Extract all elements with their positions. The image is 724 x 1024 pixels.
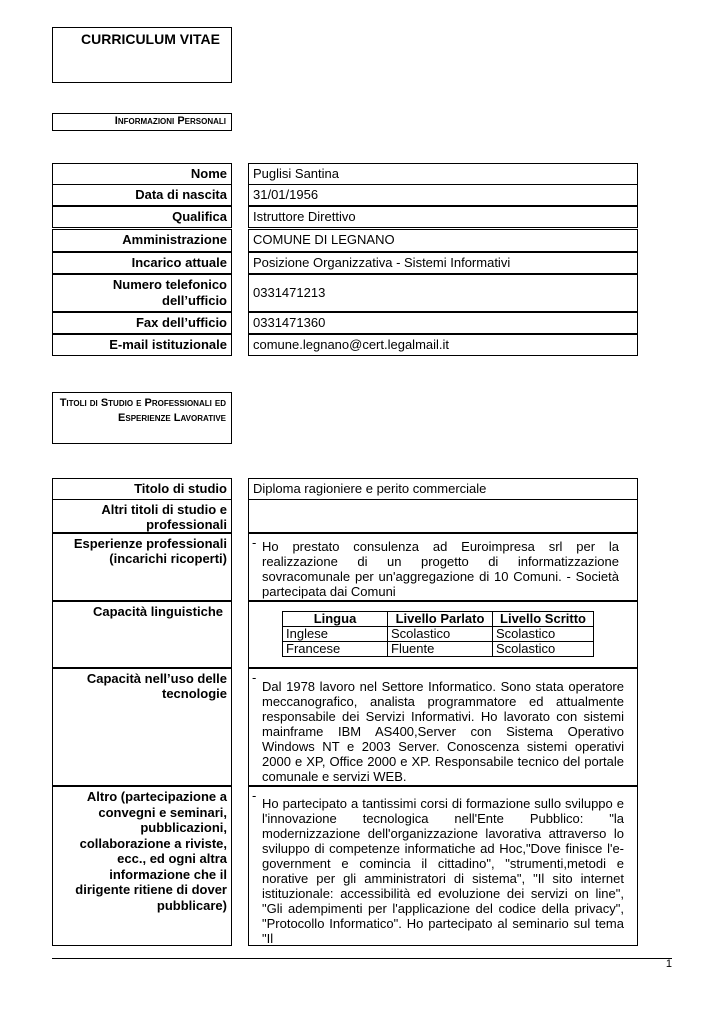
language-table-header bbox=[283, 612, 594, 627]
table-cell: Fluente bbox=[388, 642, 493, 657]
table-cell: Francese bbox=[283, 642, 388, 657]
section-header-personal: Informazioni Personali bbox=[52, 113, 232, 131]
column-header: Livello Scritto bbox=[493, 612, 594, 627]
value-tecnologie: Dal 1978 lavoro nel Settore Informatico. Sono stata operatore meccanografico, analista programmatore ed attualmente responsabile dei Servizi Informativi. Ho lavorato con sistemi mainframe IBM AS400,Server con Sistema Operativo Windows NT e 2003 Server. Conoscenza sistemi operativi 2000 e XP, Office 2000 e XP. Responsabile tecnico del portale comunale e servizi WEB. bbox=[262, 679, 624, 784]
table-cell: Scolastico bbox=[388, 627, 493, 642]
cell-tecnologie bbox=[248, 668, 638, 786]
value-nome: Puglisi Santina bbox=[248, 163, 638, 185]
label-incarico: Incarico attuale bbox=[52, 252, 232, 274]
label-amministrazione: Amministrazione bbox=[52, 229, 232, 252]
label-altri-titoli: Altri titoli di studio e professionali bbox=[52, 499, 232, 533]
label-tecnologie: Capacità nell’uso delle tecnologie bbox=[52, 668, 232, 786]
value-qualifica: Istruttore Direttivo bbox=[248, 206, 638, 228]
bullet: - bbox=[252, 670, 257, 685]
value-esperienze: Ho prestato consulenza ad Euroimpresa srl per la realizzazione di un progetto di informatizzazione sovracomunale per un'aggregazione di 10 Comuni. - Società partecipata dai Comuni bbox=[262, 539, 619, 599]
cell-altro bbox=[248, 786, 638, 946]
column-header: Lingua bbox=[283, 612, 388, 627]
table-row bbox=[283, 642, 594, 657]
label-data-nascita: Data di nascita bbox=[52, 184, 232, 206]
title-box bbox=[52, 27, 232, 83]
cell-esperienze bbox=[248, 533, 638, 601]
label-titolo-studio: Titolo di studio bbox=[52, 478, 232, 500]
footer-rule bbox=[52, 958, 672, 959]
value-fax: 0331471360 bbox=[248, 312, 638, 334]
label-telefono: Numero telefonico dell’ufficio bbox=[52, 274, 232, 312]
value-email: comune.legnano@cert.legalmail.it bbox=[248, 334, 638, 356]
bullet: - bbox=[252, 788, 257, 803]
value-altro: Ho partecipato a tantissimi corsi di formazione sullo sviluppo e l'innovazione tecnologica nell'Ente Pubblico: "la modernizzazione dell'organizzazione lavorativa attraverso lo sviluppo di competenze informatiche ad Hoc,"Dove finisce l'e-government e comincia il cittadino", "strumenti,metodi e norative per gli amministratori di sistema", "Il sito internet istituzionale: accessibilità ed evoluzione dei servizi on line", "Gli adempimenti per l'applicazione del codice della privacy", "Protocollo Informatico". Ho partecipato al seminario sul tema "Il bbox=[262, 796, 624, 946]
table-cell: Inglese bbox=[283, 627, 388, 642]
label-fax: Fax dell’ufficio bbox=[52, 312, 232, 334]
section-header-education: Titoli di Studio e Professionali ed Esperienze Lavorative bbox=[52, 392, 232, 444]
table-row bbox=[283, 627, 594, 642]
page-number: 1 bbox=[665, 958, 672, 970]
language-table bbox=[282, 611, 594, 657]
value-data-nascita: 31/01/1956 bbox=[248, 184, 638, 206]
column-header: Livello Parlato bbox=[388, 612, 493, 627]
table-cell: Scolastico bbox=[493, 627, 594, 642]
value-amministrazione: COMUNE DI LEGNANO bbox=[248, 229, 638, 252]
bullet: - bbox=[252, 535, 257, 550]
label-nome: Nome bbox=[52, 163, 232, 185]
label-qualifica: Qualifica bbox=[52, 206, 232, 228]
table-cell: Scolastico bbox=[493, 642, 594, 657]
label-altro: Altro (partecipazione a convegni e seminari, pubblicazioni, collaborazione a riviste, ecc., ed ogni altra informazione che il dirigente ritiene di dover pubblicare) bbox=[52, 786, 232, 946]
label-email: E-mail istituzionale bbox=[52, 334, 232, 356]
value-titolo-studio: Diploma ragioniere e perito commerciale bbox=[248, 478, 638, 500]
value-incarico: Posizione Organizzativa - Sistemi Informativi bbox=[248, 252, 638, 274]
label-lingue: Capacità linguistiche bbox=[52, 601, 232, 668]
value-altri-titoli bbox=[248, 499, 638, 533]
document-title: CURRICULUM VITAE bbox=[81, 31, 220, 47]
label-esperienze: Esperienze professionali (incarichi ricoperti) bbox=[52, 533, 232, 601]
value-telefono: 0331471213 bbox=[248, 274, 638, 312]
